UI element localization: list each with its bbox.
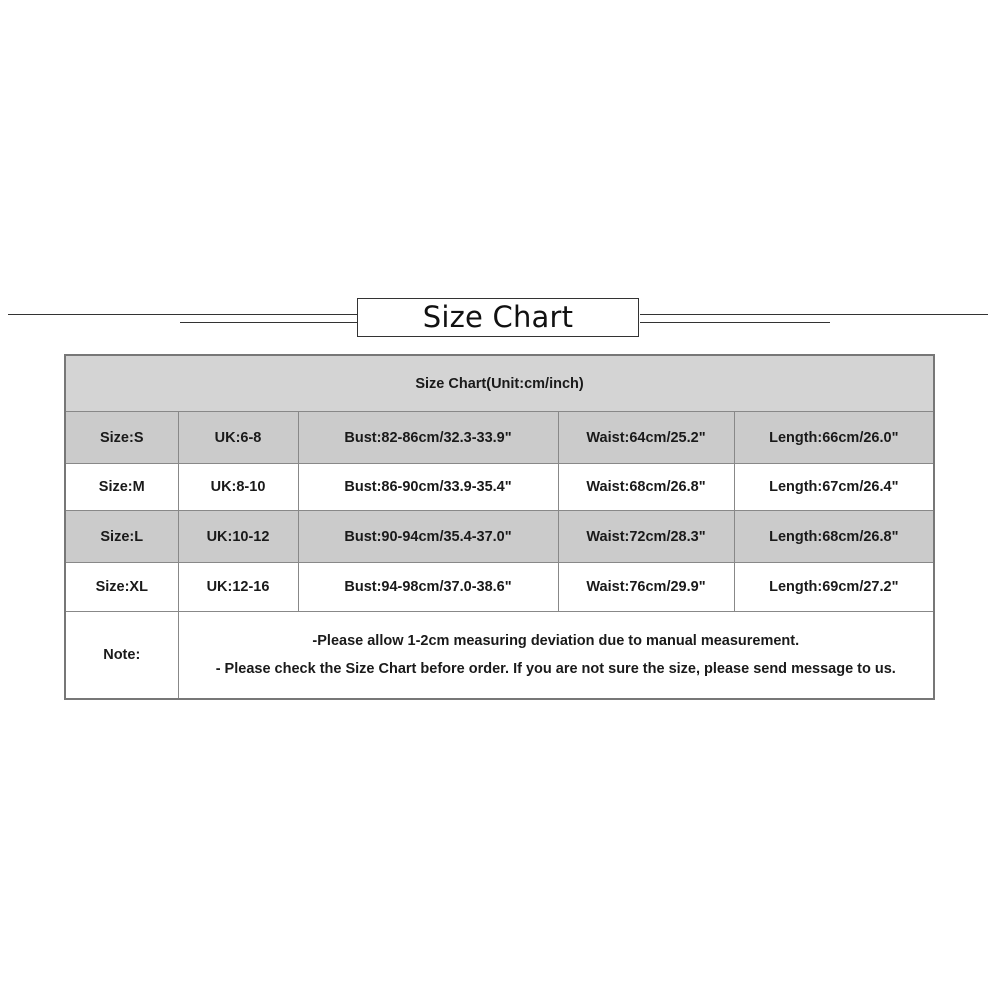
table-row [65, 464, 934, 511]
uk-size-cell: UK:10-12 [178, 511, 298, 563]
length-cell: Length:67cm/26.4" [734, 464, 934, 511]
size-chart-table [64, 354, 935, 700]
size-cell: Size:XL [65, 563, 178, 612]
waist-cell: Waist:68cm/26.8" [558, 464, 734, 511]
uk-size-cell: UK:12-16 [178, 563, 298, 612]
table-caption-row [65, 355, 934, 412]
note-line-2: - Please check the Size Chart before order. If you are not sure the size, please send message to us. [215, 661, 896, 677]
length-cell: Length:69cm/27.2" [734, 563, 934, 612]
page-title: Size Chart [422, 300, 574, 334]
table-caption: Size Chart(Unit:cm/inch) [65, 355, 934, 412]
waist-cell: Waist:72cm/28.3" [558, 511, 734, 563]
length-cell: Length:66cm/26.0" [734, 412, 934, 464]
bust-cell: Bust:86-90cm/33.9-35.4" [298, 464, 558, 511]
decorative-rule-right-inner [640, 322, 830, 323]
length-cell: Length:68cm/26.8" [734, 511, 934, 563]
table-row [65, 511, 934, 563]
size-cell: Size:L [65, 511, 178, 563]
title-box [357, 298, 639, 337]
note-label: Note: [65, 612, 178, 700]
note-line-1: -Please allow 1-2cm measuring deviation due to manual measurement. [312, 633, 800, 649]
waist-cell: Waist:64cm/25.2" [558, 412, 734, 464]
table-row [65, 563, 934, 612]
decorative-rule-left-inner [180, 322, 358, 323]
uk-size-cell: UK:6-8 [178, 412, 298, 464]
bust-cell: Bust:94-98cm/37.0-38.6" [298, 563, 558, 612]
note-content [178, 612, 934, 700]
bust-cell: Bust:90-94cm/35.4-37.0" [298, 511, 558, 563]
note-row [65, 612, 934, 700]
size-cell: Size:S [65, 412, 178, 464]
bust-cell: Bust:82-86cm/32.3-33.9" [298, 412, 558, 464]
table-row [65, 412, 934, 464]
size-cell: Size:M [65, 464, 178, 511]
waist-cell: Waist:76cm/29.9" [558, 563, 734, 612]
decorative-rule-right-outer [640, 314, 988, 315]
decorative-rule-left-outer [8, 314, 358, 315]
uk-size-cell: UK:8-10 [178, 464, 298, 511]
